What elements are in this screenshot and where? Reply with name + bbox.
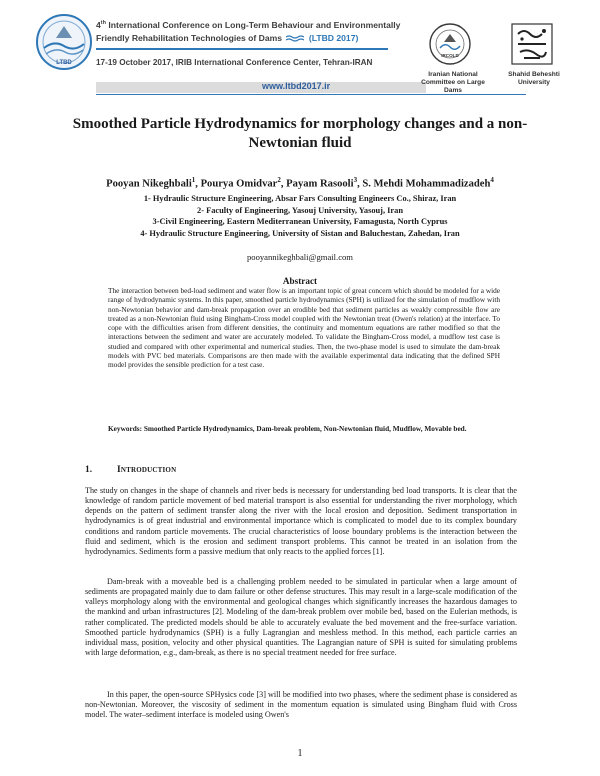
sbu-caption: Shahid Beheshti University — [508, 71, 560, 86]
author-name: S. Mehdi Mohammadizadeh — [362, 178, 491, 190]
conference-acronym: (LTBD 2017) — [308, 33, 359, 43]
author-affil-sup: 2 — [277, 176, 281, 184]
affiliation: 4- Hydraulic Structure Engineering, University of Sistan and Baluchestan, Zahedan, Iran — [140, 228, 460, 238]
conference-line-1 — [96, 20, 400, 30]
author-affil-sup: 1 — [191, 176, 196, 184]
affiliation-list — [60, 193, 540, 239]
author-affil-sup: 4 — [490, 176, 494, 184]
author-list: Pooyan Nikeghbali$^1$, Pourya Omidvar$^2$, Payam Rasooli$^3$, S. Mehdi Mohammadizadeh$^4$ — [106, 176, 494, 190]
affiliation: 3-Civil Engineering, Eastern Mediterranean University, Famagusta, North Cyprus — [152, 217, 448, 227]
keywords: Keywords: Smoothed Particle Hydrodynamics, Dam-break problem, Non-Newtonian fluid, Mudflow, Movable bed. — [108, 424, 467, 433]
body-paragraph: Dam-break with a moveable bed is a challenging problem needed to be simulated in particular when a large amount of sediments are propagated mainly due to dam failure or other defense structures. This may result in a large-scale modification of the valleys morphology along with the environmental and geological changes which significantly increases the hazardous damages to the mankind and urban infrastructures [2]. Modeling of the dam-break problem over mobile bed, based on the Eulerian methods, is rather complicated. The predicted models should be able to accurately evaluate the bed movement and the free-surface variation. Smoothed particle hydrodynamics (SPH) is a fully Lagrangian and meshless method. In this method, each particle carries an individual mass, position, velocity and other physical quantities. The Lagrangian nature of SPH is suited for simulating problems with large deformation, e.g., dam-break, as there is no special treatment needed for free surface. — [85, 577, 517, 658]
conference-line-2 — [96, 33, 358, 43]
conference-name-part2: Friendly Rehabilitation Technologies of Dams — [96, 33, 283, 43]
wave-icon — [286, 35, 304, 43]
affiliation: 2- Faculty of Engineering, Yasouj University, Yasouj, Iran — [197, 205, 403, 215]
url-bar — [96, 82, 426, 93]
body-paragraph: In this paper, the open-source SPHysics code [3] will be modified into two phases, where the sediment phase is considered as non-Newtonian. Moreover, the viscosity of sediment in the momentum equation is simulated using Bingham fluid with Cross model. The water–sediment interface is modeled using Owen's — [85, 690, 517, 720]
author-name: Pooyan Nikeghbali — [106, 178, 192, 190]
section-number: 1. — [85, 465, 93, 475]
ircold-logo-text: IRCOLD — [441, 53, 459, 58]
sbu-logo-icon — [508, 22, 556, 66]
conference-name-part1: International Conference on Long-Term Behaviour and Environmentally — [108, 20, 401, 30]
author-affil-sup: 3 — [353, 176, 358, 184]
conference-banner — [0, 0, 600, 96]
affiliation: 1- Hydraulic Structure Engineering, Absar Fars Consulting Engineers Co., Shiraz, Iran — [143, 194, 457, 203]
ltbd-logo-icon — [34, 10, 94, 74]
conference-date-venue: 17-19 October 2017, IRIB International Conference Center, Tehran-IRAN — [96, 58, 373, 67]
paper-title: Smoothed Particle Hydrodynamics for morphology changes and a non-Newtonian fluid — [72, 116, 528, 151]
conference-ordinal-sup: th — [100, 20, 106, 27]
author-name: Pourya Omidvar — [200, 178, 278, 190]
abstract-text: The interaction between bed-load sediment and water flow is an important topic of great concern which should be modeled for a wide range of hydrodynamic systems. In this paper, smoothed particle hydrodynamics (SPH) is utilized for the simulation of mudflow with non-Newtonian behavior and dam-break propagation over an erodible bed that sediment particles as weakly compressible flow are treated as a non-Newtonian fluid using Bingham-Cross model coupled with the Newtonian treat (Owen's relation) at the interface. To cope with the difficulties arisen from different densities, the continuity and momentum equations are rather modified so that the interactions between the sediment and water are accurately modeled. To validate the Bingham-Cross model, a mudflow test case is studied and compared with other experimental and numerical studies. Then, the two-phase model is used to simulate the dam-break models with PVC bed materials. Comparisons are then made with the available experimental data indicating that the defined SPH model provides the sensible prediction for a test case. — [108, 286, 500, 369]
banner-divider — [96, 48, 388, 50]
conference-website[interactable]: www.ltbd2017.ir — [262, 81, 331, 91]
ircold-logo-icon — [428, 22, 472, 66]
ircold-caption: Iranian National Committee on Large Dams — [421, 71, 485, 94]
body-paragraph: The study on changes in the shape of channels and river beds is necessary for understanding bed load transports. It is clear that the knowledge of random particle movement of bed material transport is also essential for understanding the river morphology, which depends on the pattern of sediment transfer along the river with the local erosion and deposition. Sediment transportation in hydrodynamics is of great industrial and environmental importance which is complicated to model due to its complex boundary conditions and random particle movements. The crucial characteristics of loose boundary problems is the interaction between the fluid and sediment, which is the erosion and sediment transport problems. This cannot be treated in an isolation from the hydrodynamics. Sediments form a passive medium that only reacts to the applied forces [1]. — [85, 486, 517, 556]
conference-ordinal: 4 — [96, 20, 101, 30]
contact-email[interactable]: pooyannikeghbali@gmail.com — [246, 252, 353, 262]
ltbd-logo-text: LTBD — [56, 60, 72, 66]
section-title: Introduction — [117, 465, 177, 475]
author-name: Payam Rasooli — [286, 178, 354, 190]
page-number: 1 — [297, 748, 303, 759]
abstract-heading: Abstract — [282, 276, 318, 286]
section-heading — [85, 465, 176, 475]
